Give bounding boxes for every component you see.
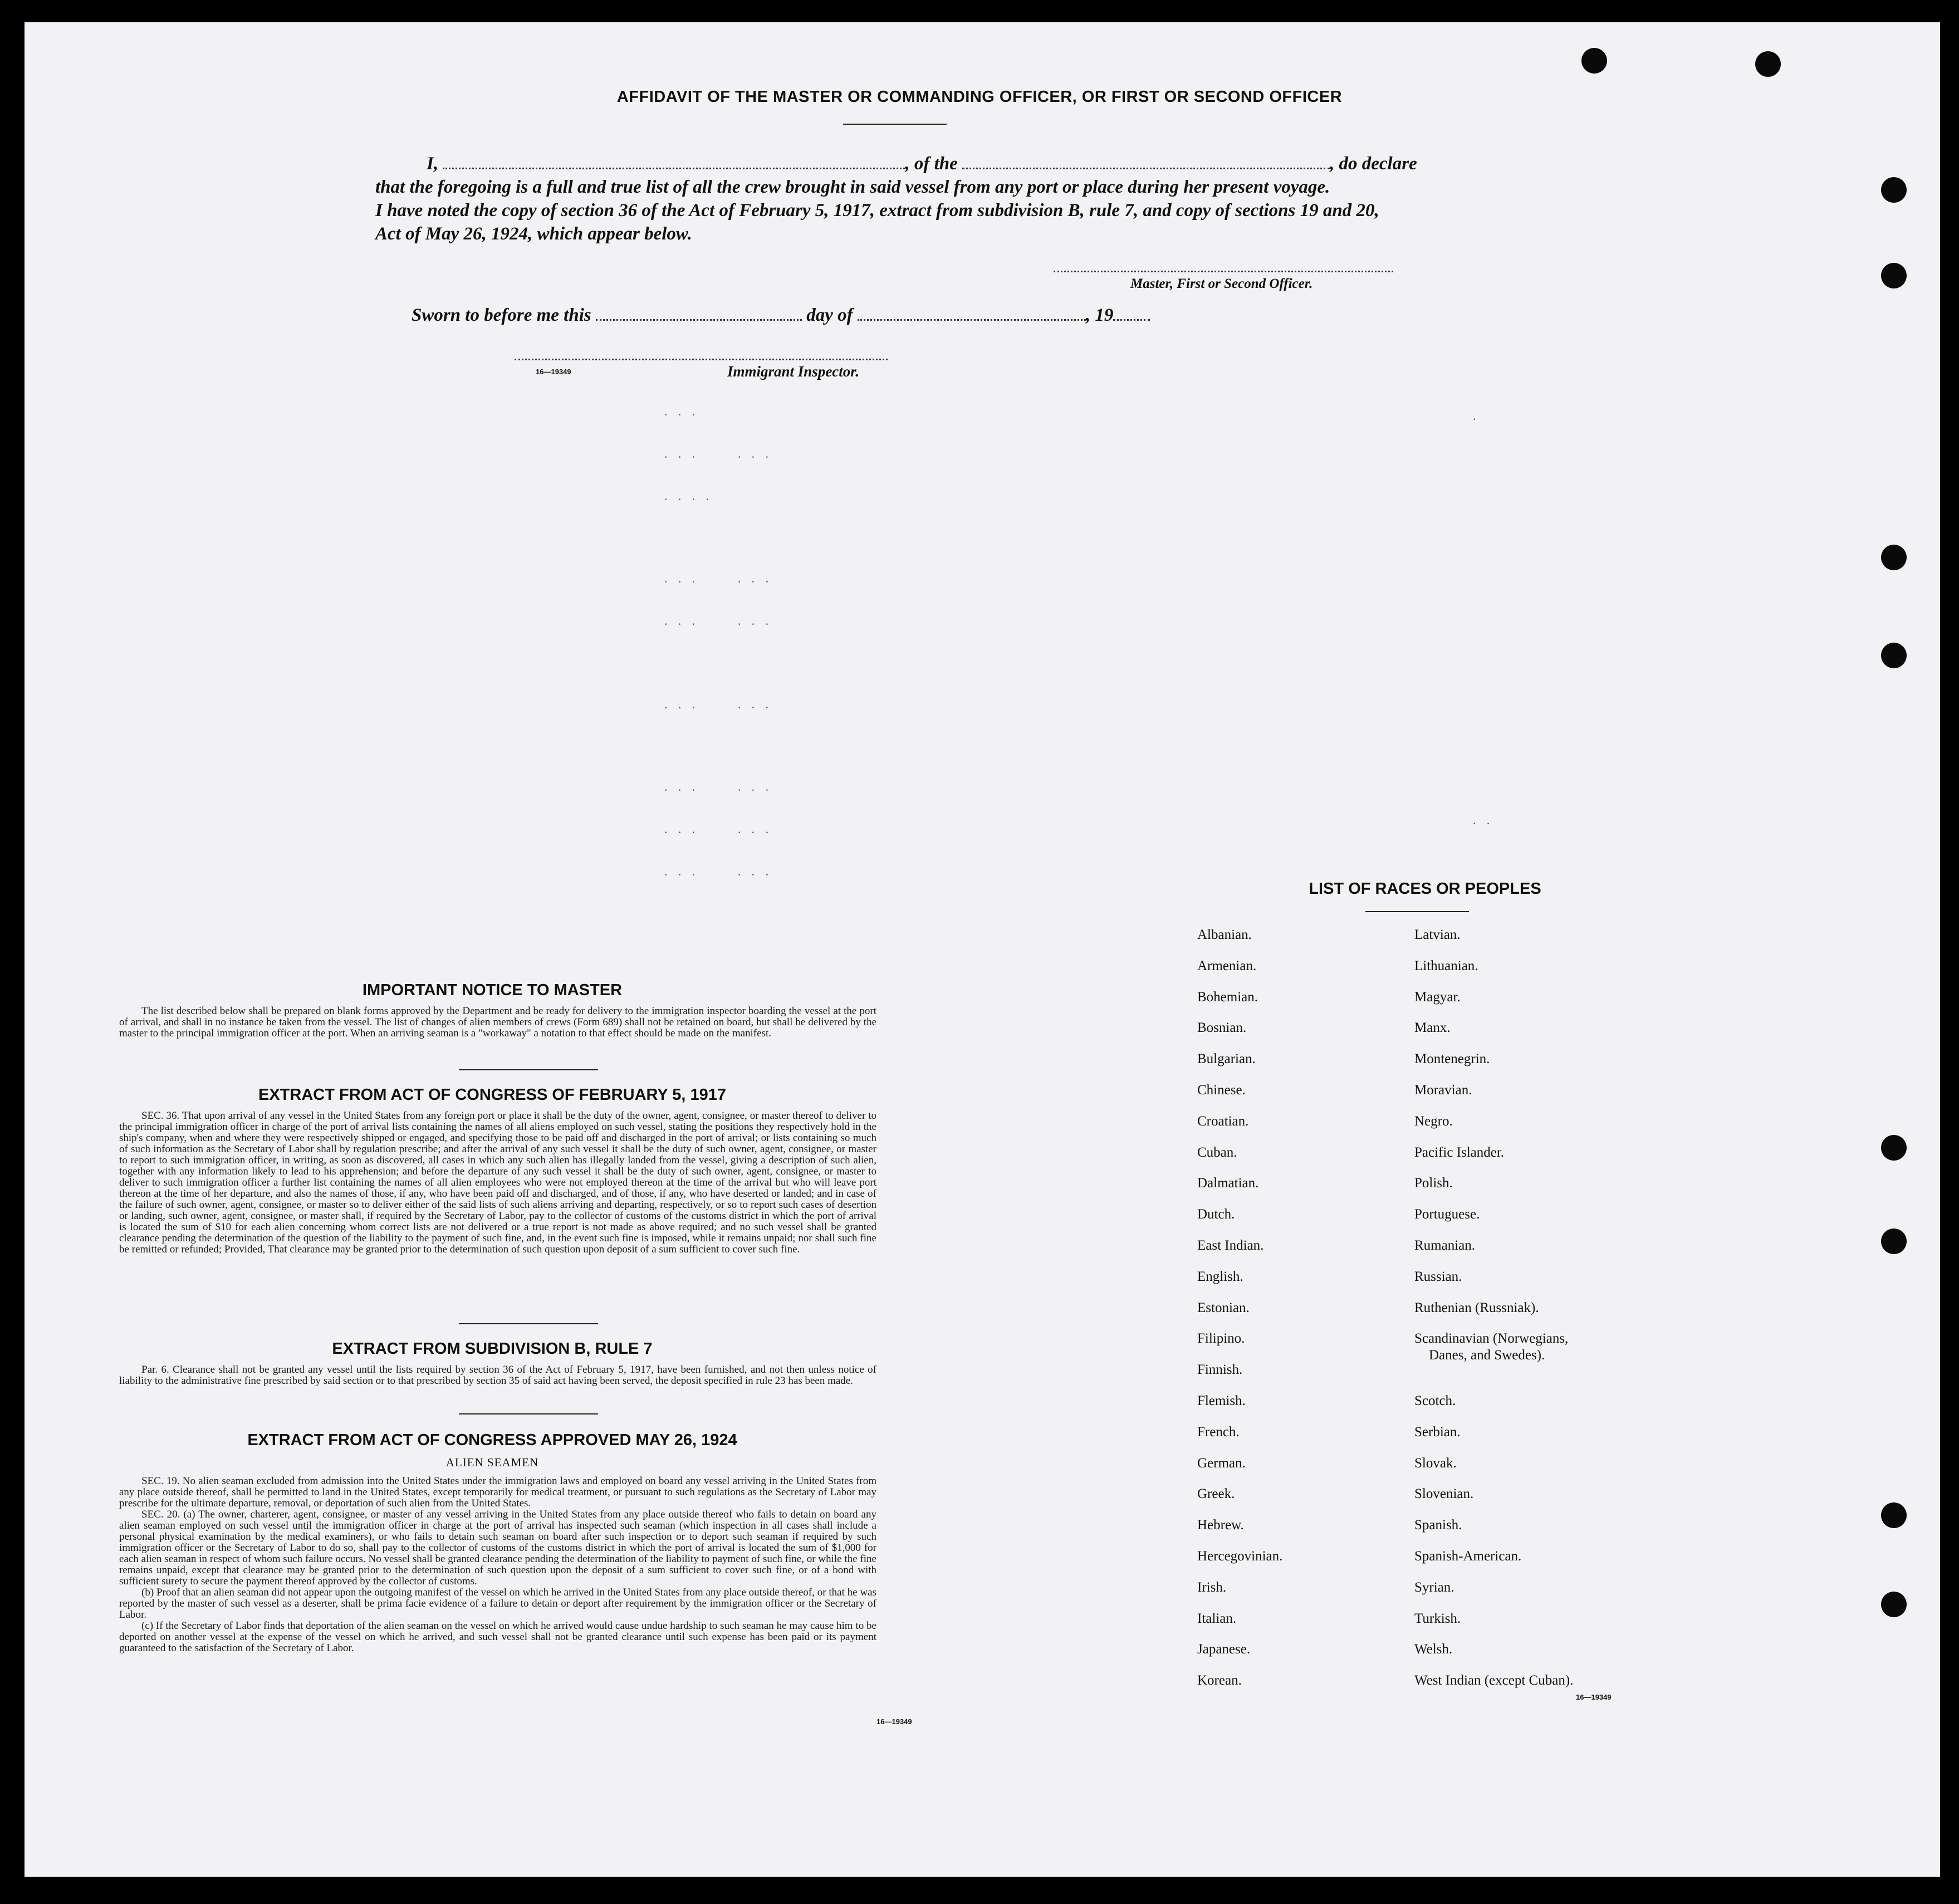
month-blank (858, 319, 1086, 321)
race-entry: Scotch. (1414, 1393, 1456, 1408)
race-entry: Armenian. (1197, 958, 1257, 973)
affidavit-declaration-line (427, 153, 1417, 175)
race-entry-line: Scandinavian (Norwegians, (1414, 1331, 1569, 1347)
sec-36-paragraph: SEC. 36. That upon arrival of any vessel in the United States from any foreign port or place it shall be the duty of the owner, agent, consignee, or master thereof to deliver to the principal immigration officer in charge of the port of arrival lists containing the names of all aliens employed on such vessel, stating the positions they respectively hold in the ship's company, when and where they were respectively shipped or engaged, and specifying those to be paid off and discharged in the port of arrival; or lists containing so much of such information as the Secretary of Labor shall by regulation prescribe; and after the arrival of any such vessel it shall be the duty of such owner, agent, consignee, or master to report to such immigration officer, in writing, as soon as discovered, all cases in which any such alien has illegally landed from the vessel, giving a description of such alien, together with any information likely to lead to his apprehension; and before the departure of any such vessel it shall be the duty of such owner, agent, consignee, or master to deliver to such immigration officer a further list containing the names of all alien employees who were not employed thereon at the time of the arrival but who will leave port thereon at the time of her departure, and also the names of those, if any, who have been paid off and discharged, and of those, if any, who have deserted or landed; and in case of the failure of such owner, agent, consignee, or master so to deliver either of the said lists of such aliens arriving and departing, respectively, or so to report such cases of desertion or landing, such owner, agent, consignee, or master shall, if required by the Secretary of Labor, pay to the collector of customs of the customs district in which the port of arrival is located the sum of $10 for each alien concerning whom correct lists are not delivered or a true report is not made as above required; and no such vessel shall be granted clearance pending the determination of the question of the liability to the payment of such fine, and, in the event such fine is imposed, while it remains unpaid; nor shall such fine be remitted or refunded; Provided, That clearance may be granted prior to the determination of such question upon deposit of a sum sufficient to cover such fine. (119, 1110, 876, 1255)
punch-hole (1881, 263, 1907, 288)
ghost-mark: · · · · · · (664, 575, 772, 589)
punch-hole (1881, 177, 1907, 203)
races-title: LIST OF RACES OR PEOPLES (1309, 880, 1541, 898)
race-entry: West Indian (except Cuban). (1414, 1673, 1574, 1688)
punch-hole (1881, 1502, 1907, 1528)
race-entry: Italian. (1197, 1611, 1237, 1626)
races-column-1 (1197, 927, 1282, 1704)
race-entry: Polish. (1414, 1176, 1453, 1191)
race-entry: Bosnian. (1197, 1020, 1247, 1036)
race-entry: French. (1197, 1424, 1240, 1440)
race-entry: Manx. (1414, 1020, 1451, 1036)
sec-20a-paragraph: SEC. 20. (a) The owner, charterer, agent, consignee, or master of any vessel arriving in the United States from any place outside thereof who fails to detain on board any alien seaman employed on such vessel until the immigration officer in charge at the port of arrival has inspected such seaman (which inspection in all cases shall include a personal physical examination by the medical examiners), or who fails to detain such seaman on board after such inspection or to deport such seaman if required by such immigration officer or the Secretary of Labor to do so, shall pay to the collector of customs of the customs district in which the port of arrival is located the sum of $1,000 for each alien seaman in respect of whom such failure occurs. No vessel shall be granted clearance pending the determination of the liability to payment of such fine, or while the fine remains unpaid, except that clearance may be granted prior to the determination of such question upon the deposit of a sum sufficient to cover such fine, or of a bond with sufficient surety to secure the payment thereof approved by the collector of customs. (119, 1509, 876, 1587)
ghost-mark: · · · · · · (664, 825, 772, 839)
race-entry: Negro. (1414, 1113, 1453, 1129)
affidavit-text: Sworn to before me this (412, 305, 591, 325)
race-entry: Flemish. (1197, 1393, 1246, 1408)
ghost-mark: · · · (664, 408, 699, 422)
races-column-2 (1414, 927, 1573, 1704)
race-entry: Slovenian. (1414, 1486, 1474, 1502)
race-entry: Moravian. (1414, 1082, 1472, 1098)
section-divider (459, 1413, 598, 1414)
race-entry: Serbian. (1414, 1424, 1461, 1440)
notice-paragraph: The list described below shall be prepared on blank forms approved by the Department and be ready for delivery to the immigration inspector boarding the vessel at the port of arrival, and shall in no instance be taken from the vessel. The list of changes of alien members of crews (Form 689) shall not be retained on board, but shall be delivered by the master to the principal immigration officer at the port. When an arriving seaman is a "workaway" a notation to that effect should be made on the manifest. (119, 1005, 876, 1039)
race-entry: Hercegovinian. (1197, 1548, 1283, 1564)
race-entry: Japanese. (1197, 1642, 1251, 1657)
ghost-mark: · · · · · · (664, 617, 772, 631)
race-entry: Spanish. (1414, 1518, 1462, 1533)
sec-19-paragraph: SEC. 19. No alien seaman excluded from admission into the United States under the immigration laws and employed on board any vessel arriving in the United States from any place outside thereof, shall be permitted to land in the United States, except temporarily for medical treatment, or pursuant to such regulations as the Secretary of Labor may prescribe for the ultimate departure, removal, or deportation of such alien from the United States. (119, 1475, 876, 1509)
title-divider (843, 124, 947, 125)
race-entry (1414, 1330, 1573, 1393)
sec-20c-paragraph: (c) If the Secretary of Labor finds that deportation of the alien seaman on the vessel on which he arrived would cause undue hardship to such seaman he may cause him to be deported on another vessel at the expense of the vessel on which he arrived, and such vessel shall not be granted clearance until such expense has been paid or its payment guaranteed to the satisfaction of the Secretary of Labor. (119, 1620, 876, 1654)
affidavit-text: , 19 (1085, 305, 1114, 325)
race-entry: Lithuanian. (1414, 958, 1478, 973)
affidavit-text: , do declare (1330, 154, 1417, 174)
punch-hole (1881, 1228, 1907, 1254)
race-entry: Ruthenian (Russniak). (1414, 1300, 1539, 1315)
document-page (25, 22, 1940, 1877)
race-entry: Syrian. (1414, 1579, 1454, 1595)
affidavit-text: day of (806, 305, 853, 325)
race-entry: Latvian. (1414, 927, 1461, 942)
race-entry: Pacific Islander. (1414, 1144, 1505, 1160)
extract-rule7-body (119, 1364, 876, 1387)
punch-hole (1881, 545, 1907, 570)
ghost-mark: · · · · · · (664, 701, 772, 714)
extract-1924-title: EXTRACT FROM ACT OF CONGRESS APPROVED MAY 26, 1924 (247, 1431, 737, 1449)
race-entry: Spanish-American. (1414, 1548, 1522, 1564)
notice-body (119, 1006, 876, 1039)
ghost-mark: · · · · · · (664, 450, 772, 464)
notice-title: IMPORTANT NOTICE TO MASTER (362, 981, 623, 999)
alien-seamen-subtitle: ALIEN SEAMEN (445, 1456, 539, 1469)
extract-1917-title: EXTRACT FROM ACT OF CONGRESS OF FEBRUARY 5, 1917 (258, 1086, 727, 1104)
par-6-paragraph: Par. 6. Clearance shall not be granted any vessel until the lists required by section 36 of the Act of February 5, 1917, have been furnished, and not then unless notice of liability to the administrative fine prescribed by said section or to that prescribed by section 35 of said act having been served, the deposit specified in rule 23 has been made. (119, 1364, 876, 1387)
affidavit-text: I have noted the copy of section 36 of the Act of February 5, 1917, extract from subdivision B, rule 7, and copy of sections 19 and 20, (375, 200, 1379, 221)
vessel-blank (962, 168, 1330, 169)
race-entry: Greek. (1197, 1486, 1235, 1502)
form-number: 16—19349 (536, 368, 571, 376)
ghost-mark: · · · · (664, 492, 713, 506)
race-entry: Chinese. (1197, 1082, 1246, 1098)
form-number: 16—19349 (876, 1717, 912, 1726)
race-entry: Irish. (1197, 1579, 1227, 1595)
race-entry: Finnish. (1197, 1362, 1243, 1378)
race-entry: Korean. (1197, 1673, 1242, 1688)
race-entry: Filipino. (1197, 1331, 1245, 1347)
extract-1917-body (119, 1110, 876, 1255)
race-entry: Turkish. (1414, 1611, 1461, 1626)
ghost-mark: · · · · · · (664, 783, 772, 797)
sworn-line (412, 304, 1150, 326)
race-entry: Dalmatian. (1197, 1176, 1259, 1191)
race-entry: Welsh. (1414, 1642, 1453, 1657)
inspector-caption: Immigrant Inspector. (727, 363, 860, 380)
punch-hole (1581, 48, 1607, 74)
race-entry: Bohemian. (1197, 989, 1258, 1005)
race-entry: Russian. (1414, 1269, 1462, 1284)
race-entry: Slovak. (1414, 1455, 1457, 1471)
race-entry: Hebrew. (1197, 1518, 1244, 1533)
sec-20b-paragraph: (b) Proof that an alien seaman did not appear upon the outgoing manifest of the vessel on which he arrived in the United States from any place outside thereof, or that he was reported by the master of such vessel as a deserter, shall be prima facie evidence of a failure to detain or deport after requirement by the immigration officer or the Secretary of Labor. (119, 1587, 876, 1621)
punch-hole (1881, 1135, 1907, 1161)
race-entry: Rumanian. (1414, 1237, 1476, 1253)
ghost-mark: · · (1472, 816, 1494, 830)
race-entry: Albanian. (1197, 927, 1252, 942)
race-entry: English. (1197, 1269, 1243, 1284)
affidavit-text: Act of May 26, 1924, which appear below. (375, 224, 692, 244)
year-blank (1113, 319, 1150, 321)
ghost-mark: · (1472, 412, 1480, 426)
form-number: 16—19349 (1576, 1693, 1612, 1701)
affidavit-text: that the foregoing is a full and true list of all the crew brought in said vessel from any port or place during her present voyage. (375, 177, 1330, 197)
signature-caption: Master, First or Second Officer. (1130, 276, 1313, 291)
title-divider (1365, 911, 1469, 912)
race-entry: Cuban. (1197, 1144, 1237, 1160)
race-entry: East Indian. (1197, 1237, 1264, 1253)
section-divider (459, 1069, 598, 1070)
race-entry: Magyar. (1414, 989, 1461, 1005)
race-entry: Dutch. (1197, 1207, 1235, 1222)
punch-hole (1881, 643, 1907, 668)
race-entry-continuation: Danes, and Swedes). (1429, 1348, 1545, 1363)
master-signature-line (1054, 271, 1393, 272)
race-entry: Croatian. (1197, 1113, 1249, 1129)
day-blank (596, 319, 802, 321)
extract-rule7-title: EXTRACT FROM SUBDIVISION B, RULE 7 (332, 1340, 653, 1358)
punch-hole (1755, 51, 1781, 77)
race-entry: Montenegrin. (1414, 1051, 1490, 1067)
extract-1924-body (119, 1476, 876, 1654)
race-entry: German. (1197, 1455, 1246, 1471)
name-blank (443, 168, 905, 169)
punch-hole (1881, 1592, 1907, 1617)
race-entry: Portuguese. (1414, 1207, 1480, 1222)
race-entry: Estonian. (1197, 1300, 1250, 1315)
affidavit-text: I, (427, 154, 439, 174)
ghost-mark: · · · · · · (664, 868, 772, 882)
inspector-signature-line (515, 359, 888, 360)
section-divider (459, 1323, 598, 1324)
affidavit-title: AFFIDAVIT OF THE MASTER OR COMMANDING OFFICER, OR FIRST OR SECOND OFFICER (616, 88, 1343, 106)
race-entry: Bulgarian. (1197, 1051, 1256, 1067)
affidavit-text: , of the (905, 154, 958, 174)
